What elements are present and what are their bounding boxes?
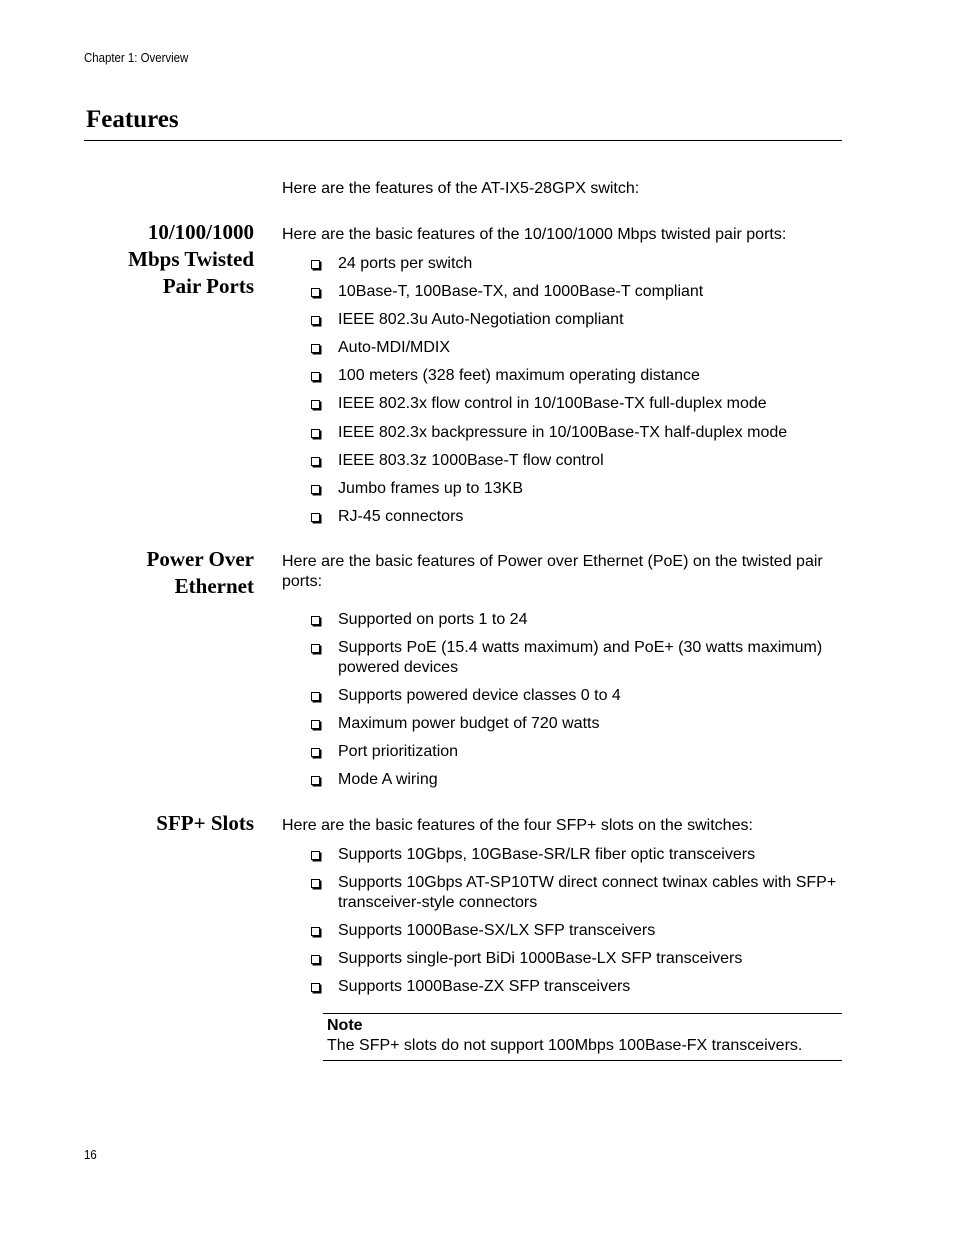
list-item: [309, 610, 838, 630]
list-item: [309, 338, 787, 358]
checkbox-bullet-icon: [311, 513, 320, 522]
section-lead: Here are the basic features of the four SFP+ slots on the switches:: [282, 817, 753, 834]
checkbox-bullet-icon: [311, 644, 320, 653]
list-item-text: Auto-MDI/MDIX: [338, 339, 451, 357]
checkbox-bullet-icon: [311, 457, 320, 466]
list-item: [309, 451, 787, 471]
side-heading-poe: [147, 546, 254, 600]
note-label: Note: [327, 1017, 363, 1034]
list-item-text: Supports single-port BiDi 1000Base-LX SFP transceivers: [338, 950, 743, 968]
side-heading-twisted-pair: [128, 219, 254, 300]
list-item: [309, 310, 787, 330]
bullet-list-poe: [309, 610, 838, 799]
list-item-text: Supports 10Gbps AT-SP10TW direct connect twinax cables with SFP+ transceiver-style connectors: [338, 874, 837, 912]
bullet-list-sfp: [309, 845, 838, 1005]
checkbox-bullet-icon: [311, 983, 320, 992]
list-item-text: 100 meters (328 feet) maximum operating distance: [338, 367, 700, 385]
checkbox-bullet-icon: [311, 344, 320, 353]
checkbox-bullet-icon: [311, 776, 320, 785]
list-item-text: Port prioritization: [338, 743, 459, 761]
title-divider: [84, 140, 842, 141]
page-title: Features: [86, 106, 179, 133]
checkbox-bullet-icon: [311, 692, 320, 701]
checkbox-bullet-icon: [311, 851, 320, 860]
side-heading-line: 10/100/1000: [147, 220, 254, 244]
section-lead: Here are the basic features of the 10/100/1000 Mbps twisted pair ports:: [282, 226, 787, 243]
list-item: [309, 977, 838, 997]
list-item: [309, 742, 838, 762]
list-item: [309, 423, 787, 443]
list-item: [309, 845, 838, 865]
side-heading-line: SFP+ Slots: [156, 811, 254, 835]
list-item-text: IEEE 802.3x backpressure in 10/100Base-TX half-duplex mode: [338, 423, 788, 441]
list-item-text: Supported on ports 1 to 24: [338, 611, 528, 628]
checkbox-bullet-icon: [311, 400, 320, 409]
checkbox-bullet-icon: [311, 485, 320, 494]
side-heading-line: Ethernet: [174, 574, 254, 598]
list-item: [309, 507, 787, 527]
list-item-text: 24 ports per switch: [338, 255, 473, 272]
checkbox-bullet-icon: [311, 748, 320, 757]
note-top-divider: [323, 1013, 842, 1014]
list-item: [309, 638, 838, 678]
section-lead: Here are the basic features of Power over Ethernet (PoE) on the twisted pair ports:: [282, 553, 823, 590]
list-item-text: Supports 10Gbps, 10GBase-SR/LR fiber optic transceivers: [338, 846, 756, 863]
list-item-text: Jumbo frames up to 13KB: [338, 479, 523, 497]
list-item: [309, 479, 787, 499]
checkbox-bullet-icon: [311, 260, 320, 269]
list-item: [309, 949, 838, 969]
list-item-text: IEEE 802.3u Auto-Negotiation compliant: [338, 311, 624, 329]
list-item-text: Supports powered device classes 0 to 4: [338, 687, 621, 705]
list-item: [309, 873, 838, 913]
list-item: [309, 770, 838, 790]
list-item: [309, 254, 787, 274]
running-header: Chapter 1: Overview: [84, 50, 189, 65]
intro-paragraph: Here are the features of the AT-IX5-28GPX switch:: [282, 180, 640, 197]
list-item: [309, 686, 838, 706]
side-heading-line: Mbps Twisted: [128, 247, 254, 271]
checkbox-bullet-icon: [311, 955, 320, 964]
note-bottom-divider: [323, 1060, 842, 1061]
list-item-text: Mode A wiring: [338, 771, 438, 789]
list-item: [309, 282, 787, 302]
list-item-text: Supports 1000Base-SX/LX SFP transceivers: [338, 922, 656, 940]
list-item: [309, 921, 838, 941]
checkbox-bullet-icon: [311, 429, 320, 438]
list-item-text: RJ-45 connectors: [338, 507, 464, 525]
list-item-text: IEEE 803.3z 1000Base-T flow control: [338, 451, 604, 469]
list-item-text: Maximum power budget of 720 watts: [338, 715, 600, 733]
checkbox-bullet-icon: [311, 927, 320, 936]
checkbox-bullet-icon: [311, 372, 320, 381]
side-heading-sfp: [156, 810, 254, 837]
page-number: 16: [84, 1147, 97, 1162]
list-item-text: Supports 1000Base-ZX SFP transceivers: [338, 978, 631, 996]
checkbox-bullet-icon: [311, 288, 320, 297]
side-heading-line: Pair Ports: [162, 274, 254, 298]
list-item: [309, 394, 787, 414]
side-heading-line: Power Over: [146, 547, 254, 571]
checkbox-bullet-icon: [311, 720, 320, 729]
list-item-text: 10Base-T, 100Base-TX, and 1000Base-T compliant: [338, 283, 704, 301]
list-item: [309, 366, 787, 386]
note-text: The SFP+ slots do not support 100Mbps 100Base-FX transceivers.: [327, 1037, 803, 1054]
bullet-list-twisted-pair: [309, 254, 787, 535]
checkbox-bullet-icon: [311, 879, 320, 888]
checkbox-bullet-icon: [311, 316, 320, 325]
checkbox-bullet-icon: [311, 616, 320, 625]
list-item-text: IEEE 802.3x flow control in 10/100Base-TX full-duplex mode: [338, 395, 767, 413]
list-item-text: Supports PoE (15.4 watts maximum) and PoE+ (30 watts maximum) powered devices: [338, 639, 823, 677]
list-item: [309, 714, 838, 734]
